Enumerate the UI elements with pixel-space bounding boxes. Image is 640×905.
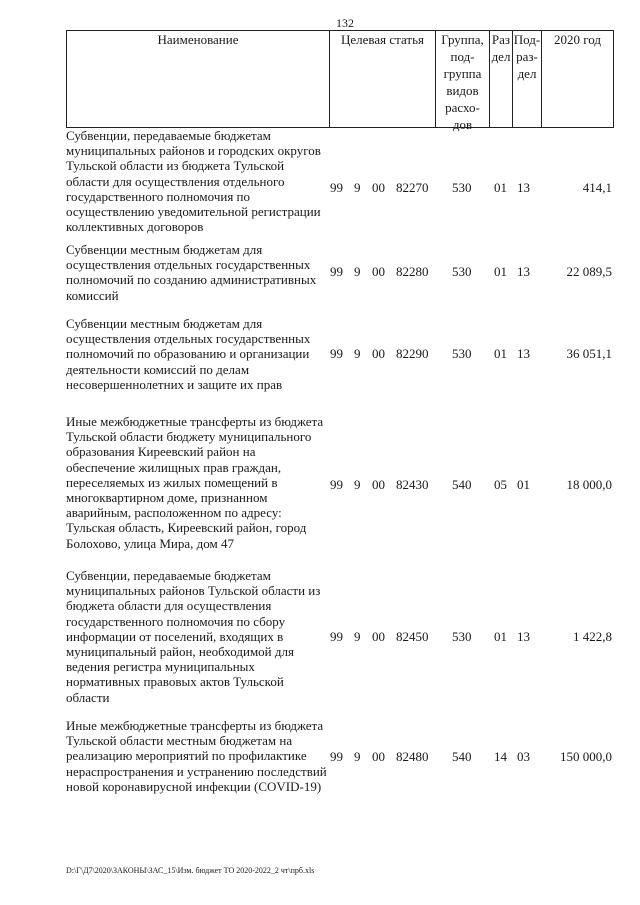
cell-section: 14 (494, 749, 507, 764)
cell-amount: 1 422,8 (573, 629, 612, 644)
cell-c4: 82290 (396, 346, 429, 361)
cell-subsection: 03 (517, 749, 530, 764)
row-name-line: Тульской области бюджету муниципального (66, 429, 312, 445)
cell-subsection: 13 (517, 180, 530, 195)
row-name-line: области для осуществления отдельного (66, 173, 285, 189)
row-name-line: переселяемых из жилых помещений в (66, 474, 278, 490)
row-name-line: Тульской области из бюджета Тульской (66, 158, 285, 174)
row-name-line: Тульская область, Киреевский район, город (66, 520, 307, 536)
header-group-cell (435, 31, 489, 132)
row-name-line: государственного полномочия по (66, 188, 251, 204)
header-group-line: видов (446, 83, 479, 98)
row-name-line: комиссий (66, 287, 119, 303)
cell-group: 530 (452, 180, 472, 195)
row-name-line: нормативных правовых актов Тульской (66, 674, 284, 690)
cell-c1: 99 (330, 346, 343, 361)
row-name (66, 128, 328, 234)
header-group-line: дов (452, 117, 473, 132)
row-name-line: Тульской области местным бюджетам на (66, 733, 293, 749)
header-subsection-line: дел (517, 66, 537, 81)
row-name-line: ведения регистра муниципальных (66, 659, 255, 675)
cell-amount: 18 000,0 (566, 477, 612, 492)
row-name-line: осуществлению уведомительной регистрации (66, 204, 321, 220)
row-name-line: образования Киреевский район на (66, 444, 256, 460)
cell-section: 01 (494, 180, 507, 195)
row-name-line: обеспечение жилищных прав граждан, (66, 459, 282, 475)
header-year-cell (541, 31, 613, 127)
header-section-cell (489, 31, 512, 127)
cell-c2: 9 (354, 180, 361, 195)
cell-c3: 00 (372, 477, 385, 492)
row-name-line: несовершеннолетних и защите их прав (66, 376, 283, 392)
cell-c2: 9 (354, 629, 361, 644)
row-name-line: Иные межбюджетные трансферты из бюджета (66, 718, 324, 733)
row-name-line: осуществления отдельных государственных (66, 331, 311, 347)
row-name-line: полномочий по созданию административных (66, 272, 317, 288)
cell-subsection: 01 (517, 477, 530, 492)
cell-c4: 82430 (396, 477, 429, 492)
cell-group: 530 (452, 629, 472, 644)
cell-c3: 00 (372, 180, 385, 195)
row-name-line: коллективных договоров (66, 219, 204, 235)
cell-c4: 82450 (396, 629, 429, 644)
row-name-line: новой коронавирусной инфекции (COVID-19) (66, 778, 322, 794)
row-name (66, 242, 328, 303)
row-name-line: реализацию мероприятий по профилактике (66, 748, 307, 764)
row-name-line: Субвенции местным бюджетам для (66, 316, 263, 331)
row-name-line: Иные межбюджетные трансферты из бюджета (66, 414, 324, 429)
cell-amount: 150 000,0 (560, 749, 612, 764)
cell-c3: 00 (372, 346, 385, 361)
row-name-line: деятельности комиссий по делам (66, 361, 250, 377)
cell-c2: 9 (354, 264, 361, 279)
row-name-line: области (66, 689, 110, 705)
row-name-line: Субвенции, передаваемые бюджетам (66, 128, 271, 143)
cell-c1: 99 (330, 629, 343, 644)
header-group-line: Группа, (441, 32, 484, 47)
cell-group: 540 (452, 749, 472, 764)
cell-group: 530 (452, 346, 472, 361)
header-subsection-cell (512, 31, 541, 127)
row-name-line: муниципальных районов и городских округов (66, 143, 321, 159)
row-name-line: полномочий по образованию и организации (66, 346, 310, 362)
cell-c1: 99 (330, 749, 343, 764)
cell-subsection: 13 (517, 346, 530, 361)
cell-section: 01 (494, 629, 507, 644)
cell-c1: 99 (330, 477, 343, 492)
cell-c4: 82270 (396, 180, 429, 195)
cell-amount: 36 051,1 (566, 346, 612, 361)
table-header (66, 30, 614, 132)
row-name-line: многоквартирном доме, признанном (66, 490, 268, 506)
row-name (66, 316, 328, 392)
cell-c4: 82480 (396, 749, 429, 764)
header-target-article: Целевая статья (340, 32, 424, 47)
header-name: Наименование (157, 32, 239, 47)
row-name-line: бюджета области для осуществления (66, 598, 272, 614)
row-name (66, 568, 328, 705)
header-subsection-line: раз- (516, 49, 538, 64)
cell-c4: 82280 (396, 264, 429, 279)
row-name (66, 414, 328, 551)
header-year: 2020 год (554, 32, 601, 47)
header-section-line: Раз (491, 32, 511, 47)
row-name-line: муниципальных районов Тульской области из (66, 583, 321, 599)
cell-c2: 9 (354, 749, 361, 764)
row-name-line: аварийным, расположенном по адресу: (66, 505, 282, 521)
footer-file-path: D:\Г\Д7\2020\ЗАКОНЫ\ЗАС_15\Изм. бюджет ТО 2020-2022_2 чт\прб.xls (66, 866, 315, 875)
cell-subsection: 13 (517, 629, 530, 644)
row-name-line: Субвенции местным бюджетам для (66, 242, 263, 257)
header-name-cell (67, 31, 329, 127)
header-section-line: дел (491, 49, 511, 64)
header-target-article-cell (329, 31, 435, 127)
header-group-line: группа (443, 66, 482, 81)
cell-group: 540 (452, 477, 472, 492)
cell-amount: 414,1 (582, 180, 612, 195)
row-name-line: осуществления отдельных государственных (66, 257, 311, 273)
cell-c3: 00 (372, 629, 385, 644)
row-name-line: муниципальный район, необходимой для (66, 644, 294, 660)
cell-group: 530 (452, 264, 472, 279)
cell-c3: 00 (372, 749, 385, 764)
row-name-line: нераспространения и устранению последствий (66, 763, 327, 779)
page-number: 132 (336, 16, 354, 30)
cell-c1: 99 (330, 264, 343, 279)
row-name-line: информации от поселений, входящих в (66, 628, 284, 644)
cell-c2: 9 (354, 477, 361, 492)
row-name (66, 718, 328, 794)
cell-amount: 22 089,5 (566, 264, 612, 279)
row-name-line: Субвенции, передаваемые бюджетам (66, 568, 271, 583)
cell-section: 05 (494, 477, 507, 492)
cell-c3: 00 (372, 264, 385, 279)
cell-section: 01 (494, 346, 507, 361)
cell-c2: 9 (354, 346, 361, 361)
cell-c1: 99 (330, 180, 343, 195)
row-name-line: государственного полномочия по сбору (66, 613, 286, 629)
cell-section: 01 (494, 264, 507, 279)
header-group-line: расхо- (445, 100, 480, 115)
header-group-line: под- (450, 49, 475, 64)
cell-subsection: 13 (517, 264, 530, 279)
header-subsection-line: Под- (513, 32, 541, 47)
row-name-line: Болохово, улица Мира, дом 47 (66, 535, 234, 551)
